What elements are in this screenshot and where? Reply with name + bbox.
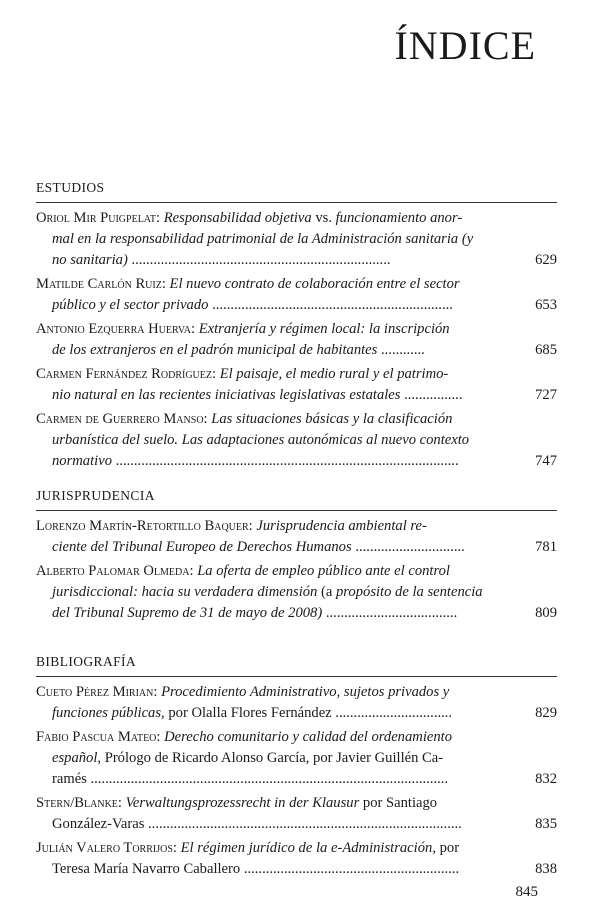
toc-entry[interactable] (36, 208, 557, 271)
author-name: Julián Valero Torrijos (36, 840, 173, 856)
work-title: funcionamiento anor- (335, 210, 463, 226)
toc-page-number: 727 (535, 387, 557, 403)
work-title: El nuevo contrato de colaboración entre el sector (169, 276, 460, 292)
toc-entry-line (36, 274, 511, 295)
toc-page-number: 838 (535, 861, 557, 877)
toc-entry[interactable] (36, 409, 557, 472)
section-bibliografia (36, 654, 557, 883)
entry-fragment: : (248, 518, 257, 534)
entry-fragment: ramés .................................................................................................. (52, 771, 449, 787)
toc-page-number: 629 (535, 252, 557, 268)
toc-entry-text (36, 274, 557, 316)
toc-entry[interactable] (36, 682, 557, 724)
entry-fragment: por Santiago (359, 795, 438, 811)
toc-page-number: 809 (535, 605, 557, 621)
toc-entry-text (36, 727, 557, 790)
entry-fragment: : (203, 411, 212, 427)
toc-entry-line (36, 250, 511, 271)
toc-entry-text (36, 208, 557, 271)
work-title: propósito de la sentencia (336, 584, 483, 600)
toc-entry-line (36, 385, 511, 406)
toc-entry-line (36, 727, 511, 748)
toc-entry-line (36, 229, 511, 250)
page-title: ÍNDICE (394, 23, 536, 68)
entry-fragment: ....................................................................... (127, 252, 391, 268)
work-title: La oferta de empleo público ante el control (197, 563, 450, 579)
toc-entry-line (36, 703, 511, 724)
toc-entry-line (36, 793, 511, 814)
toc-entry-line (36, 769, 511, 790)
work-title: Responsabilidad objetiva (163, 210, 312, 226)
work-title: ciente del Tribunal Europeo de Derechos Humanos (52, 539, 352, 555)
entry-fragment: : (211, 366, 220, 382)
entry-fragment: : (117, 795, 126, 811)
entry-fragment: , por (432, 840, 460, 856)
entry-fragment: : (161, 276, 170, 292)
toc-entry-text (36, 516, 557, 558)
toc-entry-text (36, 793, 557, 835)
work-title: El paisaje, el medio rural y el patrimo- (219, 366, 449, 382)
entry-fragment: Teresa María Navarro Caballero ........................................................... (52, 861, 460, 877)
toc-entry-line (36, 838, 511, 859)
toc-page-number: 829 (535, 705, 557, 721)
author-name: Matilde Carlón Ruiz (36, 276, 162, 292)
toc-entry-line (36, 409, 511, 430)
toc-entry[interactable] (36, 274, 557, 316)
entry-fragment: : (172, 840, 181, 856)
work-title: jurisdiccional: hacia su verdadera dimensión (52, 584, 318, 600)
toc-entry-line (36, 537, 511, 558)
entry-fragment: .................................................................. (208, 297, 453, 313)
section-divider (36, 510, 557, 511)
work-title: urbanística del suelo. Las adaptaciones autonómicas al nuevo contexto (52, 432, 470, 448)
entry-fragment: : (153, 684, 162, 700)
toc-entry[interactable] (36, 838, 557, 880)
author-name: Carmen de Guerrero Manso (36, 411, 204, 427)
toc-entry-line (36, 561, 511, 582)
work-title: Derecho comunitario y calidad del ordenamiento (164, 729, 453, 745)
author-name: Alberto Palomar Olmeda (36, 563, 190, 579)
section-estudios (36, 180, 557, 475)
entry-fragment: .................................... (322, 605, 458, 621)
entry-fragment: ................ (400, 387, 463, 403)
toc-entry-text (36, 319, 557, 361)
author-name: Antonio Ezquerra Huerva (36, 321, 192, 337)
author-name: Fabio Pascua Mateo (36, 729, 157, 745)
work-title: El régimen jurídico de la e-Administración (180, 840, 433, 856)
work-title: español (52, 750, 98, 766)
toc-entry[interactable] (36, 516, 557, 558)
toc-page-number: 781 (535, 539, 557, 555)
toc-entry[interactable] (36, 561, 557, 624)
work-title: Las situaciones básicas y la clasificación (211, 411, 453, 427)
author-name: Oriol Mir Puigpelat (36, 210, 157, 226)
toc-entry[interactable] (36, 793, 557, 835)
work-title: del Tribunal Supremo de 31 de mayo de 2008) (52, 605, 323, 621)
toc-entry-line (36, 319, 511, 340)
section-title: BIBLIOGRAFÍA (36, 654, 137, 669)
work-title: Jurisprudencia ambiental re- (256, 518, 427, 534)
toc-page-number: 653 (535, 297, 557, 313)
toc-entry-line (36, 748, 511, 769)
author-name: Stern/Blanke (36, 795, 118, 811)
section-divider (36, 202, 557, 203)
work-title: funciones públicas (52, 705, 162, 721)
work-title: normativo (52, 453, 112, 469)
entry-fragment: González-Varas ...................................................................................... (52, 816, 462, 832)
entry-fragment: , por Olalla Flores Fernández ................................ (161, 705, 453, 721)
toc-entry-line (36, 340, 511, 361)
toc-entry-text (36, 561, 557, 624)
toc-entry-line (36, 295, 511, 316)
entry-fragment: (a (317, 584, 336, 600)
work-title: público y el sector privado (52, 297, 209, 313)
entry-fragment: .............................. (351, 539, 465, 555)
toc-entry[interactable] (36, 364, 557, 406)
toc-entry-line (36, 208, 511, 229)
toc-entry-line (36, 516, 511, 537)
author-name: Lorenzo Martín-Retortillo Baquer (36, 518, 249, 534)
toc-entry[interactable] (36, 727, 557, 790)
toc-page-number: 747 (535, 453, 557, 469)
toc-entry-line (36, 582, 511, 603)
section-title: JURISPRUDENCIA (36, 488, 155, 503)
entry-fragment: : (189, 563, 198, 579)
section-title: ESTUDIOS (36, 180, 105, 195)
author-name: Carmen Fernández Rodríguez (36, 366, 212, 382)
work-title: mal en la responsabilidad patrimonial de la Administración sanitaria (y (52, 231, 474, 247)
section-jurisprudencia (36, 488, 557, 627)
toc-page-number: 835 (535, 816, 557, 832)
toc-entry-text (36, 409, 557, 472)
page-number: 845 (515, 884, 538, 900)
toc-entry[interactable] (36, 319, 557, 361)
toc-entry-line (36, 814, 511, 835)
entry-fragment: : (156, 729, 165, 745)
author-name: Cueto Pérez Mirian (36, 684, 154, 700)
work-title: nio natural en las recientes iniciativas legislativas estatales (52, 387, 401, 403)
toc-page-number: 685 (535, 342, 557, 358)
toc-entry-line (36, 451, 511, 472)
entry-fragment: vs. (311, 210, 336, 226)
work-title: de los extranjeros en el padrón municipal de habitantes (52, 342, 378, 358)
work-title: Verwaltungsprozessrecht in der Klausur (125, 795, 360, 811)
entry-fragment: ............ (377, 342, 425, 358)
toc-entry-line (36, 682, 511, 703)
work-title: Procedimiento Administrativo, sujetos privados y (161, 684, 450, 700)
toc-page-number: 832 (535, 771, 557, 787)
entry-fragment: : (191, 321, 199, 337)
entry-fragment: : (156, 210, 164, 226)
toc-entry-line (36, 430, 511, 451)
work-title: Extranjería y régimen local: la inscripción (198, 321, 450, 337)
work-title: no sanitaria) (52, 252, 128, 268)
toc-entry-text (36, 838, 557, 880)
toc-entry-text (36, 682, 557, 724)
toc-entry-line (36, 859, 511, 880)
section-divider (36, 676, 557, 677)
toc-entry-line (36, 364, 511, 385)
entry-fragment: , Prólogo de Ricardo Alonso García, por Javier Guillén Ca- (97, 750, 444, 766)
entry-fragment: .............................................................................................. (112, 453, 459, 469)
toc-entry-line (36, 603, 511, 624)
toc-entry-text (36, 364, 557, 406)
